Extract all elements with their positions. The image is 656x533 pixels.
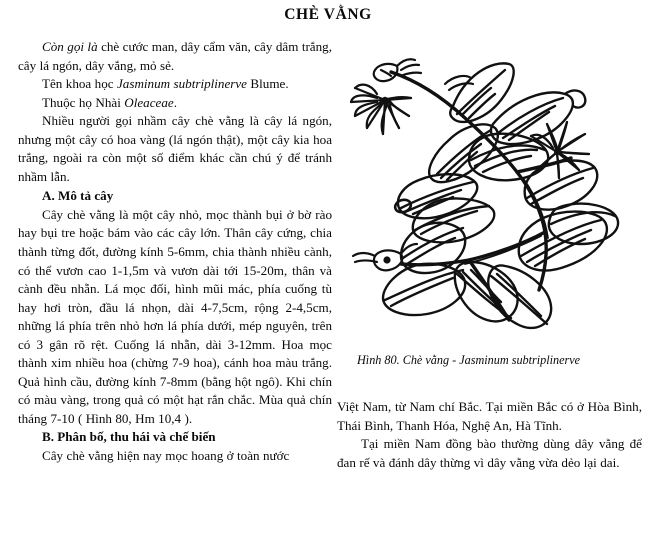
aliases-text: chè cước man, dây cẩm văn, cây dâm trắng, cây lá ngón, dây vắng, mỏ sẻ. [18,39,332,73]
section-a-body: Cây chè vằng là một cây nhỏ, mọc thành bụi ở bờ rào hay bụi tre hoặc bám vào các cây lớn. Thân cây cứng, chia thành từng đốt, đường kính 5-6mm, chia thành nhiều cành, có thể vươn cao 1-1,5m và vươn dài tới 15-20m, thân và cành đều nhẵn. Lá mọc đối, hình mũi mác, phía cuống tù hay hơi tròn, đầu lá nhọn, dài 4-7,5cm, rộng 2-4,5cm, những lá phía trên nhỏ hơn lá phía dưới, mép nguyên, trên có 3 gân rõ rệt. Cuống lá nhẵn, dài 3-12mm. Hoa mọc thành xim nhiều hoa (chừng 7-9 hoa), cánh hoa màu trắng. Quả hình cầu, đường kính 7-8mm (bằng hột ngô). Khi chín có màu vàng, trong quả có một hạt rắn chắc. Mùa quả chín tháng 7-10 ( Hình 80, Hm 10,4 ). [18,206,332,426]
section-heading-a: A. Mô tả cây [42,188,114,204]
paragraph-use-south: Tại miền Nam đồng bào thường dùng dây vằng để đan rế và đánh dây thừng vì dây vằng vừa dẻo lại dai. [337,436,642,471]
page-title: CHÈ VẰNG [284,6,372,23]
family-suffix: . [173,94,177,110]
paragraph-distribution-north: Việt Nam, từ Nam chí Bắc. Tại miền Bắc có ở Hòa Bình, Thái Bình, Thanh Hóa, Nghệ An, Hà Tĩnh. [337,399,642,433]
scientific-name-binomial: Jasminum subtriplinerve [117,76,247,92]
right-text-column [337,398,642,473]
section-heading-b: B. Phân bố, thu hái và chế biến [42,429,216,445]
figure-block [337,48,642,368]
paragraph-confusion-note: Nhiều người gọi nhầm cây chè vằng là cây lá ngón, nhưng một cây có hoa vàng (lá ngón thật), một cây kia hoa trắng, ngoài ra còn một số điểm khác cần chú ý để tránh nhầm lẫn. [18,113,332,184]
family-name: Oleaceae [124,94,174,110]
paragraph-aliases [18,38,332,75]
paragraph-family [18,94,332,113]
plant-illustration-icon [345,48,635,348]
left-text-column [18,38,332,466]
figure-caption-species: Jasminum subtriplinerve [459,353,581,367]
section-b-body: Cây chè vằng hiện nay mọc hoang ở toàn nước [42,448,290,464]
family-prefix: Thuộc họ Nhài [42,94,125,110]
scientific-name-prefix: Tên khoa học [42,76,117,92]
aliases-lead: Còn gọi là [42,39,98,54]
scientific-name-authority: Blume. [246,76,289,92]
paragraph-scientific-name [18,75,332,94]
figure-caption [337,352,642,368]
figure-caption-prefix: Hình 80. Chè vằng - [357,353,460,367]
